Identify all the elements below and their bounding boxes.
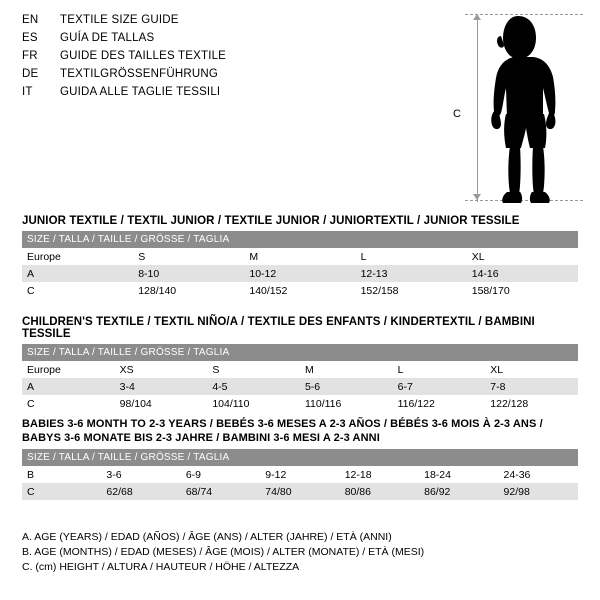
cell-value: XL — [485, 361, 578, 378]
table-header-label: SIZE / TALLA / TAILLE / GRÖSSE / TAGLIA — [22, 231, 578, 248]
children-size-table — [22, 344, 578, 412]
section-title: BABIES 3-6 MONTH TO 2-3 YEARS / BEBÉS 3-6 MESES A 2-3 AÑOS / BÉBÉS 3-6 MOIS À 2-3 ANS / BABYS 3-6 MONATE BIS 2-3 JAHRE / BAMBINI 3-6 MESI A 2-3 ANNI — [22, 418, 543, 444]
language-header — [22, 14, 442, 104]
junior-size-table — [22, 231, 578, 299]
row-label: A — [22, 378, 115, 395]
cell-value: 68/74 — [181, 483, 260, 500]
cell-value: 7-8 — [485, 378, 578, 395]
cell-value: M — [300, 361, 393, 378]
height-measure-figure — [455, 8, 585, 208]
cell-value: 80/86 — [340, 483, 419, 500]
cell-value: 62/68 — [101, 483, 180, 500]
measure-label: C — [453, 108, 461, 120]
cell-value: S — [133, 248, 244, 265]
language-title: TEXTILE SIZE GUIDE — [60, 14, 179, 26]
cell-value: 10-12 — [244, 265, 355, 282]
cell-value: 14-16 — [467, 265, 578, 282]
cell-value: 110/116 — [300, 395, 393, 412]
cell-value: L — [356, 248, 467, 265]
cell-value: 122/128 — [485, 395, 578, 412]
legend-item: B. AGE (MONTHS) / EDAD (MESES) / ÂGE (MOIS) / ALTER (MONATE) / ETÀ (MESI) — [22, 546, 425, 558]
cell-value: 24-36 — [499, 466, 578, 483]
language-row — [22, 14, 442, 32]
language-title: TEXTILGRÖSSENFÜHRUNG — [60, 68, 218, 80]
language-row — [22, 86, 442, 104]
language-row — [22, 50, 442, 68]
legend — [22, 530, 578, 575]
cell-value: XS — [115, 361, 208, 378]
cell-value: S — [207, 361, 300, 378]
table-header-label: SIZE / TALLA / TAILLE / GRÖSSE / TAGLIA — [22, 344, 578, 361]
cell-value: 6-9 — [181, 466, 260, 483]
legend-item: C. (cm) HEIGHT / ALTURA / HAUTEUR / HÖHE / ALTEZZA — [22, 561, 300, 573]
cell-value: 3-6 — [101, 466, 180, 483]
cell-value: 8-10 — [133, 265, 244, 282]
cell-value: 92/98 — [499, 483, 578, 500]
row-label: B — [22, 466, 101, 483]
language-code: DE — [22, 68, 39, 80]
section-babies — [22, 417, 578, 500]
cell-value: M — [244, 248, 355, 265]
language-code: EN — [22, 14, 39, 26]
cell-value: 128/140 — [133, 282, 244, 299]
cell-value: L — [393, 361, 486, 378]
cell-value: 12-18 — [340, 466, 419, 483]
babies-size-table — [22, 449, 578, 500]
table-row — [22, 248, 578, 265]
cell-value: 140/152 — [244, 282, 355, 299]
toddler-silhouette-icon — [485, 14, 585, 206]
table-header-row — [22, 344, 578, 361]
table-row — [22, 361, 578, 378]
arrow-down-icon — [473, 194, 481, 200]
cell-value: 104/110 — [207, 395, 300, 412]
table-header-label: SIZE / TALLA / TAILLE / GRÖSSE / TAGLIA — [22, 449, 578, 466]
language-title: GUIDA ALLE TAGLIE TESSILI — [60, 86, 221, 98]
cell-value: XL — [467, 248, 578, 265]
language-row — [22, 32, 442, 50]
cell-value: 158/170 — [467, 282, 578, 299]
legend-item: A. AGE (YEARS) / EDAD (AÑOS) / ÂGE (ANS) / ALTER (JAHRE) / ETÀ (ANNI) — [22, 531, 392, 543]
cell-value: 74/80 — [260, 483, 339, 500]
language-code: FR — [22, 50, 38, 62]
cell-value: 6-7 — [393, 378, 486, 395]
table-header-row — [22, 231, 578, 248]
language-row — [22, 68, 442, 86]
table-header-row — [22, 449, 578, 466]
cell-value: 9-12 — [260, 466, 339, 483]
table-row — [22, 483, 578, 500]
table-row — [22, 282, 578, 299]
table-row — [22, 378, 578, 395]
language-title: GUIDE DES TAILLES TEXTILE — [60, 50, 227, 62]
section-title: JUNIOR TEXTILE / TEXTIL JUNIOR / TEXTILE JUNIOR / JUNIORTEXTIL / JUNIOR TESSILE — [22, 215, 520, 227]
table-row — [22, 265, 578, 282]
row-label: C — [22, 395, 115, 412]
measure-arrow-line — [477, 16, 478, 202]
table-row — [22, 395, 578, 412]
row-label: C — [22, 483, 101, 500]
row-label: A — [22, 265, 133, 282]
cell-value: 116/122 — [393, 395, 486, 412]
row-label: Europe — [22, 248, 133, 265]
row-label: C — [22, 282, 133, 299]
cell-value: 12-13 — [356, 265, 467, 282]
section-children — [22, 316, 578, 412]
section-junior — [22, 215, 578, 299]
language-code: ES — [22, 32, 38, 44]
cell-value: 86/92 — [419, 483, 498, 500]
language-code: IT — [22, 86, 33, 98]
cell-value: 4-5 — [207, 378, 300, 395]
row-label: Europe — [22, 361, 115, 378]
table-row — [22, 466, 578, 483]
cell-value: 152/158 — [356, 282, 467, 299]
arrow-up-icon — [473, 14, 481, 20]
cell-value: 98/104 — [115, 395, 208, 412]
language-title: GUÍA DE TALLAS — [60, 32, 155, 44]
section-title: CHILDREN'S TEXTILE / TEXTIL NIÑO/A / TEXTILE DES ENFANTS / KINDERTEXTIL / BAMBINI TESSILE — [22, 316, 535, 340]
cell-value: 5-6 — [300, 378, 393, 395]
cell-value: 3-4 — [115, 378, 208, 395]
cell-value: 18-24 — [419, 466, 498, 483]
